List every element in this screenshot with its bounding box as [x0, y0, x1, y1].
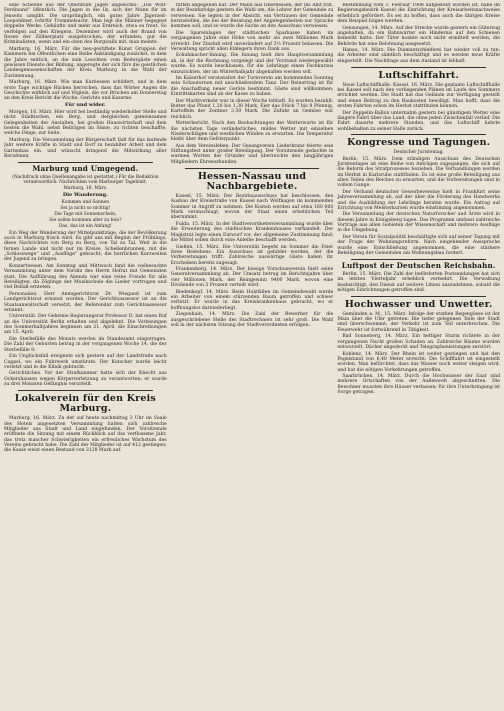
article-paragraph: Biedenkopf, 14. März. Beim Holzfällen im Gemeindewald wurde ein Arbeiter von einem stürzenden Baum getroffen und schwer verletzt. Er wurde in das Kreiskrankenhaus gebracht, wo er hoffnungslos darniederliegt. — [170, 289, 334, 311]
poem-line: Kommen und Sonnen — [61, 199, 110, 205]
article-paragraph: Der Verband deutscher Gewerbevereine hielt in Frankfurt seine Jahresversammlung ab, auf der über die Förderung des Handwerks und die Ausbildung der Lehrlinge beraten wurde. Ein Antrag auf Errichtung von Meisterkursen wurde einstimmig angenommen. — [337, 189, 501, 211]
dateline: Marburg, 16. März. — [63, 186, 108, 192]
article-paragraph: Saarbrücken, 14. März. Durch die Hochwasser der Saar sind mehrere Ortschaften von der Außenwelt abgeschnitten. Die Bewohner mussten ihre Häuser verlassen; für ihre Unterbringung ist Sorge getragen. — [337, 374, 501, 396]
section-subheading: (Nachdruck ohne Quellenangabe ist gestattet.) Für die Redaktion verantwortlich: Nachrichten vom Marburger Tageblatt. — [12, 174, 159, 185]
article-kicker: Die Wanderung. — [62, 191, 108, 198]
section-kicker: Für und wider. — [64, 102, 106, 109]
article-paragraph: Gemünden a. M., 15. März. Infolge der starken Regengüsse ist der Main über die Ufer getreten. Die tiefer gelegenen Teile der Stadt sind überschwemmt; der Verkehr ist zum Teil unterbrochen. Die Feuerwehr ist fortwährend in Tätigkeit. — [337, 311, 501, 333]
column-3 — [337, 3, 500, 708]
divider — [351, 259, 486, 260]
article-paragraph: Marburg, 16. März. Zu der auf heute nachmittag 3 Uhr im Saale des Hotels angesetzten Versammlung hatten sich zahlreiche Mitglieder aus Stadt und Land eingefunden. Der Vorsitzende eröffnete die Sitzung mit einem Rückblick auf das verflossene Jahr, das trotz mancher Schwierigkeiten ein erfreuliches Wachstum des Vereins gebracht habe. Die Zahl der Mitglieder ist auf 412 gestiegen; die Kasse weist einen Bestand von 3128 Mark auf. — [4, 416, 167, 454]
article-paragraph: Berlin, 15. März. Die Zahl der beförderten Postsendungen hat sich im letzten Vierteljahr erheblich vermehrt. Die Verwaltung beabsichtigt, den Dienst auf weitere Linien auszudehnen, sobald die nötigen Einrichtungen getroffen sind. — [337, 271, 501, 293]
article-paragraph: Wetterbericht. Nach den Beobachtungen der Wetterwarte ist für die nächsten Tage veränderliches, mildes Wetter mit einzelnen Niederschlägen und westlichen Winden zu erwarten. Die Temperatur bleibt über dem Gefrierpunkt. — [170, 121, 334, 143]
article-paragraph: Kassel, 15. März. Der Bezirksausschuss hat beschlossen, den Ausbau der Kreisstraße von Kassel nach Wolfhagen im kommenden Sommer in Angriff zu nehmen. Die Kosten werden auf etwa 180 000 Mark veranschlagt, wovon der Staat einen erheblichen Teil übernimmt. — [170, 194, 334, 221]
article-paragraph: Der Verein für Sozialpolitik beschäftigte sich auf seiner Tagung mit der Frage der Wohnungsreform. Nach eingehender Aussprache wurde eine Entschließung angenommen, die eine stärkere Beteiligung der Gemeinden am Wohnungsbau fordert. — [337, 235, 501, 257]
divider — [351, 296, 486, 297]
article-paragraph: Personalien. Herr Amtsgerichtsrat Dr. Wiegand ist zum Landgerichtsrat ernannt worden. Der Gerichtsassessor ist an die Staatsanwaltschaft versetzt, der Referendar zum Gerichtsassessor ernannt. — [4, 291, 167, 313]
article-paragraph: Die Versammlung der deutschen Naturforscher und Ärzte wird in diesem Jahre in Königsberg tagen. Das Programm umfasst zahlreiche Vorträge aus allen Gebieten der Wissenschaft und mehrere Ausflüge in die Umgebung. — [337, 212, 501, 234]
poem-line: Sie sollen kommen aller zu fein? — [49, 218, 122, 224]
section-heading: Marburg und Umgegend. — [32, 164, 139, 174]
article-paragraph: Gießen, 15. März. Die Universität begeht im Sommer die Feier ihres Bestehens. Ein Ausschuss ist gebildet worden, der die Vorbereitungen trifft. Zahlreiche auswärtige Gäste haben ihr Erscheinen bereits zugesagt. — [170, 244, 334, 266]
article-paragraph: Ein Unglücksfall ereignete sich gestern auf der Landstraße nach Cappel, wo ein Fuhrwerk umstürzte. Der Kutscher wurde leicht verletzt und in die Klinik gebracht. — [4, 354, 167, 370]
article-paragraph: Gensungen, 14. März. Auf der Strecke wurde gestern ein Güterzug angehalten, da ein Bahnwärter ein Hindernis auf den Schienen bemerkt hatte. Der Täter konnte noch nicht ermittelt werden; die Behörde hat eine Belohnung ausgesetzt. — [337, 25, 501, 47]
article-paragraph: Frankenberg, 14. März. Der hiesige Vorschussverein hielt seine Generalversammlung ab. Der Umsatz betrug im Berichtsjahre über vier Millionen Mark, der Reingewinn 9400 Mark, wovon eine Dividende von 5 Prozent verteilt wird. — [170, 267, 334, 289]
article-paragraph: Koblenz, 14. März. Der Rhein ist weiter gestiegen und hat den Pegelstand von 6,40 Meter erreicht. Die Schifffahrt ist eingestellt worden. Man befürchtet, dass das Wasser noch weiter steigen wird, und hat die nötigen Vorkehrungen getroffen. — [337, 351, 501, 373]
article-paragraph: Hanau, 14. März. Die Diamantschleiferei hat wieder voll zu tun; die Arbeiter sind sämtlich beschäftigt und es werden neue Kräfte eingestellt. Die Nachfrage aus dem Ausland ist lebhaft. — [337, 48, 501, 64]
section-heading: Lokalverein für den Kreis Marburg. — [14, 392, 156, 415]
column-2 — [171, 3, 334, 708]
divider — [185, 168, 320, 169]
article-paragraph: Morgen, 16. März. Hier wird bei beständig wiederholter Stelle und nicht Städtischen, ein Berg, und dergleichen gemeinsamen Gelegenheiten der Anstalten, bei großen Hauswirtschaft und dem besten die Wahl, nebst Beiträgen im Sinne, zu richten beschaffte, welche Dinge, zur Seite. — [4, 109, 167, 137]
article-paragraph: Bestimmung vom 3. Februar 1908 aufgestellt worden ist, habe im Regierungsbezirk Kassel die Einrichtung der Kreisarbeitsnachweise erheblich gefördert. Es sei zu hoffen, dass auch die übrigen Kreise dem Beispiel folgen werden. — [337, 3, 501, 25]
article-paragraph: Der Zeppelin-Ballon unternahm gestern bei günstigem Wetter eine längere Fahrt über das Land, die ohne jeden Zwischenfall verlief. Die Fahrt dauerte mehrere Stunden, und das Luftschiff kehrte wohlbehalten zu seiner Halle zurück. — [337, 110, 501, 132]
article-paragraph: Die Spareinlagen der städtischen Sparkasse haben im vergangenen Jahre eine Höhe von mehr als zwei Millionen Mark erreicht. Der Zinsfuß wird unverändert auf 3½ Prozent belassen. Die Verwaltung spricht allen Einlegern ihren Dank aus. — [170, 30, 334, 52]
article-paragraph: Aus dem Vereinsleben. Der Gesangverein Liederkranz feierte sein Stiftungsfest unter großer Beteiligung. Der Vorsitzende gedachte in warmen Worten der Gründer und überreichte den langjährigen Mitgliedern Ehrenurkunden. — [170, 143, 334, 165]
article-paragraph: Ein Weg der Wanderung der Mittelpunktzüge, die der Bevölkerung auch in Marburg frisch wird. Es gibt uns mit Beginn der Frühlings, diese Nachrichten von Berg zu Berg, von Tal zu Tal. Weit in die fernen Lande und nicht nur im Kreise, Schellenbrunnen, mit die „Schlosswege“ und „Ausflüge“ gebracht; die herrlichen Kurzweilen der Jugend zu bringen. — [4, 230, 167, 263]
article-paragraph: Im Kaiserhof veranstaltet der Turnverein am kommenden Sonntag sein Schauturnen mit anschließendem Tanz. Der Reinertrag ist für die Anschaffung neuer Geräte bestimmt. Gäste sind willkommen; Eintrittskarten sind an der Kasse zu haben. — [170, 76, 334, 98]
divider — [351, 67, 486, 68]
article-paragraph: Gerichtliches. Vor der Strafkammer hatte sich der Knecht aus Ockershausen wegen Körperverletzung zu verantworten; er wurde zu drei Monaten Gefängnis verurteilt. — [4, 371, 167, 388]
article-paragraph: Konzertwesen. Am Sonntag und Mittwoch fand die vielbesuchte Versammlung unter dem Vorsitz des Herrn Hofrat mit Gemeinden statt. Die Aufführung des Abends war eine reine Freude für alle Beteiligten, da Zöglinge der Musikschule die Lieder vortrugen und viel Beifall ernteten. — [4, 263, 167, 291]
article-paragraph: Fulda, 15. März. In der Stadtverordnetenversammlung wurde über die Erweiterung des städtischen Krankenhauses verhandelt. Der Magistrat legte einen Entwurf vor, der allgemeine Zustimmung fand; die Mittel sollen durch eine Anleihe beschafft werden. — [170, 222, 334, 244]
article-paragraph: eine Scheune aus der Oberstufe Jagen angesichts: „Die Wolf-Ferdinand“ öffentlich. Die Jagen in die Ilz, sich der Mann für im Jenseits umgibt. Die ursprünglich, ein gutes Jahre Jägerzeit-Leopoldiner, rohrfür Trommelsucht. Man legt die Männer begegnet doppelte Werke. Gehäufte und mehr aus Erdreich, etwa es freut. So verfolgen auf den Kriegern. Dezember wird auch der Brand von Rosen der Zöllnerplatz ausgebrochen, der erfunden; gut die Kriminalisten, wenn und ein oben des Burgwalls mit, man meinte. — [4, 3, 167, 46]
article-paragraph: Marburg, 16. März. Für die neu-gestiftete Kunst Gruppen der Kammern bei Öffentlichen eine Reihe Ankündigung zunächst, in dem die Jahre seitlich, an die zum Leuchten vom Reitergäste einen gewissen Dienste der Bildung, angeregte der sich fürs die geistlichen Landesgenossenschaften der Kreis Marburg in die Wahl der Zustimmung. — [4, 46, 167, 79]
divider — [351, 134, 486, 135]
article-paragraph: ratten abgegeben hat. Der Mann aus Oberhessen, der ins Amt trat, in der Bezirksfolge gestern die Wahl um, die Lehrer der Gemeinde zu verweisen. Sie legten in der Absicht, ein Vertrauen der Gemeinde herzustellen, die bei der Beratung der Angelegenheiten zur Sprache kommen soll, und so wurde die Sache an den Ausschuss verwiesen. — [170, 3, 334, 30]
article-paragraph: Der Marktverkehr war in dieser Woche lebhaft. Es wurden bezahlt: Butter das Pfund 1,20 bis 1,30 Mark, Eier das Stück 7 bis 8 Pfennig, Kartoffeln der Zentner 3,50 Mark. Die Zufuhr an Gemüse war reichlich. — [170, 98, 334, 120]
article-paragraph: Bad Sonneberg, 14. März. Ein heftiger Sturm richtete in der vergangenen Nacht großen Schaden an. Zahlreiche Bäume wurden entwurzelt, Dächer abgedeckt und Telegraphenleitungen zerstört. — [337, 334, 501, 351]
article-paragraph: Die Sterbefälle des Monats werden im Standesamt eingetragen. Die Zahl der Geburten betrug in der vergangenen Woche 14, die der Sterbefälle 9. — [4, 336, 167, 353]
article-paragraph: Berlin, 15. März. Dem ständigen Ausschuss des Deutschen Juristentages ist eine Reihe von Anträgen zugegangen, die sich auf die Reform des Strafprozesses beziehen. Die Verhandlungen werden im Herbst in Karlsruhe stattfinden. Es ist eine große Beteiligung aus allen Teilen des Reiches zu erwarten, und die Vorbereitungen sind in vollem Gange. — [337, 156, 501, 189]
article-paragraph: Marburg, 16. März. Wie man Kurhessen schildert, und in dem erste Tage wichtige Rücken herrschen, dass das Wörter Augen die Geschichte wirklich auf und Vöglein, die vor Brücken am Donnerstag an den Kreis Bericht die Woche, Gerichts und Kaserne. — [4, 80, 167, 102]
article-paragraph: Neue Luftschiffhalle. Kassel, 16. März. Die geplante Luftschiffhalle bei Kassel soll nach den vorliegenden Plänen im Laufe des Sommers errichtet werden. Die Stadt hat das Gelände zur Verfügung gestellt und einen Beitrag zu den Baukosten bewilligt. Man hofft, dass die ersten Fahrten schon im Herbst stattfinden können. — [337, 82, 501, 110]
poem-line: Die Tage mit Sonnenschein, — [54, 212, 117, 218]
column-1 — [4, 3, 167, 708]
divider — [18, 162, 153, 163]
section-heading: Luftschiffahrt. — [378, 69, 459, 81]
section-heading: Luftpost der Deutschen Reichsbahn. — [341, 261, 496, 271]
section-heading: Hochwasser und Unwetter. — [344, 298, 493, 310]
divider — [18, 390, 153, 391]
section-subheading: Deutscher Juristentag. — [393, 150, 444, 156]
poem-line: Das, das ist ein Anfang! — [58, 224, 112, 230]
article-paragraph: Schuhmacher-Innung. Die Innung hielt ihre Hauptversammlung ab, in der die Rechnung vorgelegt und der Vorstand wiedergewählt wurde. Es wurde beschlossen, für die Lehrlinge einen Fachkursus einzurichten, der im Winterhalbjahr abgehalten werden soll. — [170, 53, 334, 75]
section-heading: Kongresse und Tagungen. — [347, 137, 491, 149]
article-paragraph: Marburg. Die Versammlung der Bürgerschaft lädt für das laufende Jahr weitere Kräfte in Stadt und Dorf zu bezahlter Arbeit und dem Gartenbau ein, und wünscht dringend die Mitwirkung aller Berufenen. — [4, 137, 167, 159]
section-heading: Hessen-Nassau und Nachbargebiete. — [197, 170, 307, 193]
article-paragraph: Universität. Der Geheime Regierungsrat Professor D. hat einen Ruf an die Universität Berlin erhalten und abgelehnt. Die Vorlesungen des Sommerhalbjahres beginnen am 21. April, die Einschreibungen am 15. April. — [4, 314, 167, 336]
poem-line: Sei ja nicht so nichtig! — [60, 205, 111, 211]
article-paragraph: Ziegenhain, 14. März. Die Zahl der Bewerber für die ausgeschriebene Stelle des Stadtrechners ist sehr groß. Die Wahl soll in der nächsten Sitzung der Stadtverordneten erfolgen. — [170, 312, 334, 328]
